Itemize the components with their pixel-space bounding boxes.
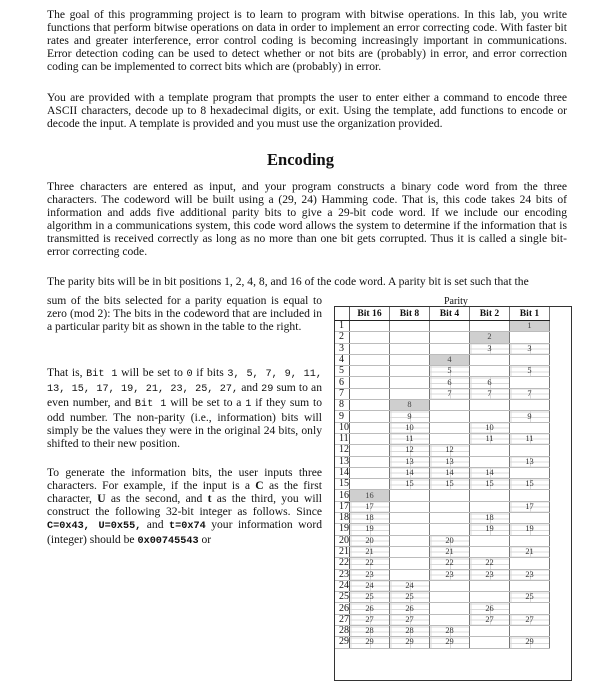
coverage-cell bbox=[510, 626, 550, 637]
coverage-cell bbox=[430, 411, 470, 422]
row-index: 8 bbox=[335, 400, 350, 411]
table-row bbox=[335, 513, 550, 524]
header-bit-16: Bit 16 bbox=[350, 306, 390, 321]
parity-sum-paragraph: sum of the bits selected for a parity equation is equal to zero (mod 2): The bits in the codeword that are included in a particular parity bit as shown in the table to the right. bbox=[47, 294, 322, 334]
table-row bbox=[335, 411, 550, 422]
coverage-cell bbox=[430, 524, 470, 535]
coverage-cell bbox=[470, 592, 510, 603]
coverage-cell bbox=[350, 422, 390, 433]
coverage-cell bbox=[390, 490, 430, 501]
row-index: 19 bbox=[335, 524, 350, 535]
row-index: 28 bbox=[335, 626, 350, 637]
bit1-explanation-paragraph: That is, Bit 1 will be set to 0 if bits 3, 5, 7, 9, 11, 13, 15, 17, 19, 21, 23, 25, 27, and 29 sum to an even number, and Bit 1 will be set to a 1 if they sum to odd number. The non-parity (i.e., information) bits will simply be the values they were in the original 24 bits, only shifted to their new position. bbox=[47, 366, 323, 451]
coverage-cell: 27 bbox=[390, 614, 430, 625]
coverage-cell: 13 bbox=[430, 456, 470, 467]
coverage-cell: 15 bbox=[510, 479, 550, 490]
row-index: 18 bbox=[335, 513, 350, 524]
row-index: 17 bbox=[335, 501, 350, 512]
table-row bbox=[335, 490, 550, 501]
coverage-cell bbox=[510, 354, 550, 365]
coverage-cell bbox=[430, 513, 470, 524]
parity-positions-paragraph: The parity bits will be in bit positions 1, 2, 4, 8, and 16 of the code word. A parity bit is set such that the bbox=[47, 275, 529, 288]
header-bit-4: Bit 4 bbox=[430, 306, 470, 321]
coverage-cell bbox=[390, 388, 430, 399]
table-row bbox=[335, 479, 550, 490]
coverage-cell: 20 bbox=[430, 535, 470, 546]
coverage-cell: 28 bbox=[430, 626, 470, 637]
coverage-cell bbox=[390, 343, 430, 354]
row-index: 14 bbox=[335, 467, 350, 478]
coverage-cell bbox=[470, 354, 510, 365]
row-index: 3 bbox=[335, 343, 350, 354]
coverage-cell: 18 bbox=[470, 513, 510, 524]
coverage-cell bbox=[470, 546, 510, 557]
coverage-cell bbox=[390, 535, 430, 546]
table-body bbox=[335, 321, 550, 649]
coverage-cell bbox=[430, 490, 470, 501]
coverage-cell bbox=[430, 592, 470, 603]
row-index: 4 bbox=[335, 354, 350, 365]
coverage-cell bbox=[390, 321, 430, 332]
coverage-cell bbox=[510, 535, 550, 546]
table-row bbox=[335, 580, 550, 591]
coverage-cell bbox=[510, 400, 550, 411]
row-index: 1 bbox=[335, 321, 350, 332]
coverage-cell: 24 bbox=[350, 580, 390, 591]
coverage-cell: 15 bbox=[390, 479, 430, 490]
coverage-cell bbox=[470, 535, 510, 546]
table-row bbox=[335, 603, 550, 614]
table-row bbox=[335, 377, 550, 388]
table-row bbox=[335, 433, 550, 444]
row-index: 13 bbox=[335, 456, 350, 467]
coverage-cell: 5 bbox=[510, 366, 550, 377]
coverage-cell: 12 bbox=[390, 445, 430, 456]
parity-table-title: Parity bbox=[444, 296, 468, 307]
coverage-cell bbox=[470, 580, 510, 591]
row-index: 2 bbox=[335, 332, 350, 343]
row-index: 5 bbox=[335, 366, 350, 377]
coverage-cell bbox=[390, 513, 430, 524]
coverage-cell: 11 bbox=[470, 433, 510, 444]
row-index: 25 bbox=[335, 592, 350, 603]
coverage-cell: 5 bbox=[430, 366, 470, 377]
coverage-cell bbox=[390, 501, 430, 512]
header-bit-1: Bit 1 bbox=[510, 306, 550, 321]
coverage-cell: 21 bbox=[350, 546, 390, 557]
coverage-cell: 29 bbox=[510, 637, 550, 648]
coverage-cell: 19 bbox=[350, 524, 390, 535]
coverage-cell: 15 bbox=[470, 479, 510, 490]
table-row bbox=[335, 637, 550, 648]
coverage-cell bbox=[510, 445, 550, 456]
coverage-cell bbox=[390, 546, 430, 557]
template-paragraph: You are provided with a template program that prompts the user to enter either a command to encode three ASCII characters, decode up to 8 hexadecimal digits, or exit. Using the template, add functions to encode or decode the input. A template is provided and you must use the organization provided. bbox=[47, 91, 567, 131]
coverage-cell bbox=[470, 400, 510, 411]
coverage-cell bbox=[510, 580, 550, 591]
row-index: 23 bbox=[335, 569, 350, 580]
coverage-cell bbox=[430, 580, 470, 591]
coverage-cell: 2 bbox=[470, 332, 510, 343]
coverage-cell: 26 bbox=[390, 603, 430, 614]
coverage-cell: 10 bbox=[390, 422, 430, 433]
header-bit-8: Bit 8 bbox=[390, 306, 430, 321]
coverage-cell: 23 bbox=[430, 569, 470, 580]
table-row bbox=[335, 501, 550, 512]
coverage-cell bbox=[470, 626, 510, 637]
parity-coverage-table bbox=[334, 306, 550, 649]
row-index: 22 bbox=[335, 558, 350, 569]
coverage-cell: 27 bbox=[510, 614, 550, 625]
row-index: 16 bbox=[335, 490, 350, 501]
row-index: 29 bbox=[335, 637, 350, 648]
coverage-cell: 16 bbox=[350, 490, 390, 501]
coverage-cell: 13 bbox=[390, 456, 430, 467]
coverage-cell bbox=[430, 433, 470, 444]
coverage-cell bbox=[430, 332, 470, 343]
coverage-cell bbox=[390, 366, 430, 377]
row-index: 21 bbox=[335, 546, 350, 557]
coverage-cell bbox=[350, 388, 390, 399]
coverage-cell bbox=[430, 603, 470, 614]
coverage-cell bbox=[350, 366, 390, 377]
encoding-paragraph: Three characters are entered as input, and your program constructs a binary code word from the three characters. The codeword will be built using a (29, 24) Hamming code. That is, this code takes 24 bits of information and adds five additional parity bits to give a 29-bit code word. If we include our encoding algorithm in a communications system, this code word allows the system to determine if the information that is transmitted is received correctly as long as no more than one bit gets corrupted. Thus it is called a single bit-error correcting code. bbox=[47, 180, 567, 259]
coverage-cell: 21 bbox=[510, 546, 550, 557]
table-row bbox=[335, 321, 550, 332]
coverage-cell: 27 bbox=[470, 614, 510, 625]
table-row bbox=[335, 366, 550, 377]
coverage-cell bbox=[390, 332, 430, 343]
coverage-cell: 17 bbox=[510, 501, 550, 512]
coverage-cell: 25 bbox=[390, 592, 430, 603]
coverage-cell bbox=[470, 490, 510, 501]
coverage-cell bbox=[430, 321, 470, 332]
coverage-cell bbox=[390, 377, 430, 388]
coverage-cell: 11 bbox=[510, 433, 550, 444]
row-index: 24 bbox=[335, 580, 350, 591]
coverage-cell bbox=[430, 501, 470, 512]
coverage-cell bbox=[510, 467, 550, 478]
table-row bbox=[335, 614, 550, 625]
coverage-cell: 20 bbox=[350, 535, 390, 546]
row-index: 27 bbox=[335, 614, 350, 625]
coverage-cell bbox=[390, 354, 430, 365]
coverage-cell bbox=[350, 411, 390, 422]
row-index: 20 bbox=[335, 535, 350, 546]
coverage-cell bbox=[470, 366, 510, 377]
coverage-cell: 28 bbox=[350, 626, 390, 637]
coverage-cell: 22 bbox=[430, 558, 470, 569]
coverage-cell bbox=[350, 354, 390, 365]
coverage-cell bbox=[510, 332, 550, 343]
row-index: 15 bbox=[335, 479, 350, 490]
row-index: 6 bbox=[335, 377, 350, 388]
coverage-cell: 1 bbox=[510, 321, 550, 332]
coverage-cell: 6 bbox=[470, 377, 510, 388]
coverage-cell: 22 bbox=[470, 558, 510, 569]
table-row bbox=[335, 445, 550, 456]
coverage-cell: 28 bbox=[390, 626, 430, 637]
coverage-cell: 27 bbox=[350, 614, 390, 625]
table-row bbox=[335, 535, 550, 546]
coverage-cell bbox=[350, 479, 390, 490]
coverage-cell bbox=[470, 321, 510, 332]
table-header-row bbox=[335, 306, 550, 321]
coverage-cell: 23 bbox=[470, 569, 510, 580]
coverage-cell: 4 bbox=[430, 354, 470, 365]
coverage-cell bbox=[350, 321, 390, 332]
coverage-cell bbox=[430, 343, 470, 354]
coverage-cell bbox=[470, 501, 510, 512]
coverage-cell: 14 bbox=[390, 467, 430, 478]
row-index: 9 bbox=[335, 411, 350, 422]
coverage-cell bbox=[350, 377, 390, 388]
coverage-cell: 7 bbox=[470, 388, 510, 399]
coverage-cell bbox=[430, 400, 470, 411]
coverage-cell: 14 bbox=[470, 467, 510, 478]
coverage-cell: 9 bbox=[510, 411, 550, 422]
coverage-cell: 14 bbox=[430, 467, 470, 478]
table-row bbox=[335, 343, 550, 354]
coverage-cell: 7 bbox=[510, 388, 550, 399]
coverage-cell: 23 bbox=[510, 569, 550, 580]
coverage-cell bbox=[350, 400, 390, 411]
coverage-cell bbox=[510, 377, 550, 388]
coverage-cell: 29 bbox=[350, 637, 390, 648]
coverage-cell bbox=[350, 343, 390, 354]
coverage-cell: 26 bbox=[470, 603, 510, 614]
coverage-cell: 3 bbox=[470, 343, 510, 354]
coverage-cell: 19 bbox=[470, 524, 510, 535]
row-index: 11 bbox=[335, 433, 350, 444]
coverage-cell bbox=[430, 614, 470, 625]
coverage-cell: 15 bbox=[430, 479, 470, 490]
coverage-cell: 17 bbox=[350, 501, 390, 512]
coverage-cell bbox=[510, 490, 550, 501]
coverage-cell bbox=[430, 422, 470, 433]
table-row bbox=[335, 388, 550, 399]
coverage-cell: 3 bbox=[510, 343, 550, 354]
coverage-cell: 11 bbox=[390, 433, 430, 444]
coverage-cell: 25 bbox=[350, 592, 390, 603]
table-row bbox=[335, 569, 550, 580]
coverage-cell: 18 bbox=[350, 513, 390, 524]
coverage-cell bbox=[390, 558, 430, 569]
table-row bbox=[335, 422, 550, 433]
coverage-cell: 25 bbox=[510, 592, 550, 603]
coverage-cell bbox=[470, 411, 510, 422]
information-bits-paragraph: To generate the information bits, the user inputs three characters. For example, if the input is a C as the first character, U as the second, and t as the third, you will construct the following 32-bit integer as follows. Since C=0x43, U=0x55, and t=0x74 your information word (integer) should be 0x00745543 or bbox=[47, 466, 323, 548]
table-row bbox=[335, 558, 550, 569]
intro-paragraph: The goal of this programming project is to learn to program with bitwise operations. In this lab, you write functions that perform bitwise operations on data in order to implement an error correcting code. With faster bit rates and greater interference, error control coding is becoming increasingly important in communications. Error detection coding can be used to detect whether or not bits are (probably) in error, and error correction coding can be implemented to correct bits which are (probably) in error. bbox=[47, 8, 567, 74]
table-row bbox=[335, 332, 550, 343]
coverage-cell: 12 bbox=[430, 445, 470, 456]
coverage-cell: 22 bbox=[350, 558, 390, 569]
coverage-cell: 29 bbox=[430, 637, 470, 648]
coverage-cell: 10 bbox=[470, 422, 510, 433]
coverage-cell bbox=[350, 445, 390, 456]
section-heading-encoding: Encoding bbox=[267, 150, 334, 169]
table-row bbox=[335, 354, 550, 365]
row-index: 7 bbox=[335, 388, 350, 399]
header-bit-2: Bit 2 bbox=[470, 306, 510, 321]
coverage-cell: 7 bbox=[430, 388, 470, 399]
coverage-cell: 13 bbox=[510, 456, 550, 467]
table-row bbox=[335, 524, 550, 535]
coverage-cell bbox=[350, 456, 390, 467]
table-row bbox=[335, 546, 550, 557]
coverage-cell: 9 bbox=[390, 411, 430, 422]
coverage-cell bbox=[350, 467, 390, 478]
header-blank bbox=[335, 306, 350, 321]
coverage-cell bbox=[510, 558, 550, 569]
coverage-cell bbox=[350, 332, 390, 343]
coverage-cell: 6 bbox=[430, 377, 470, 388]
table-row bbox=[335, 592, 550, 603]
coverage-cell bbox=[470, 637, 510, 648]
coverage-cell bbox=[470, 445, 510, 456]
coverage-cell: 19 bbox=[510, 524, 550, 535]
table-row bbox=[335, 456, 550, 467]
row-index: 12 bbox=[335, 445, 350, 456]
coverage-cell bbox=[510, 513, 550, 524]
coverage-cell: 21 bbox=[430, 546, 470, 557]
table-row bbox=[335, 400, 550, 411]
row-index: 26 bbox=[335, 603, 350, 614]
coverage-cell: 29 bbox=[390, 637, 430, 648]
coverage-cell bbox=[390, 524, 430, 535]
table-row bbox=[335, 467, 550, 478]
coverage-cell bbox=[470, 456, 510, 467]
coverage-cell bbox=[510, 422, 550, 433]
table-row bbox=[335, 626, 550, 637]
coverage-cell bbox=[390, 569, 430, 580]
coverage-cell: 8 bbox=[390, 400, 430, 411]
coverage-cell: 26 bbox=[350, 603, 390, 614]
coverage-cell: 23 bbox=[350, 569, 390, 580]
row-index: 10 bbox=[335, 422, 350, 433]
coverage-cell bbox=[510, 603, 550, 614]
coverage-cell bbox=[350, 433, 390, 444]
coverage-cell: 24 bbox=[390, 580, 430, 591]
